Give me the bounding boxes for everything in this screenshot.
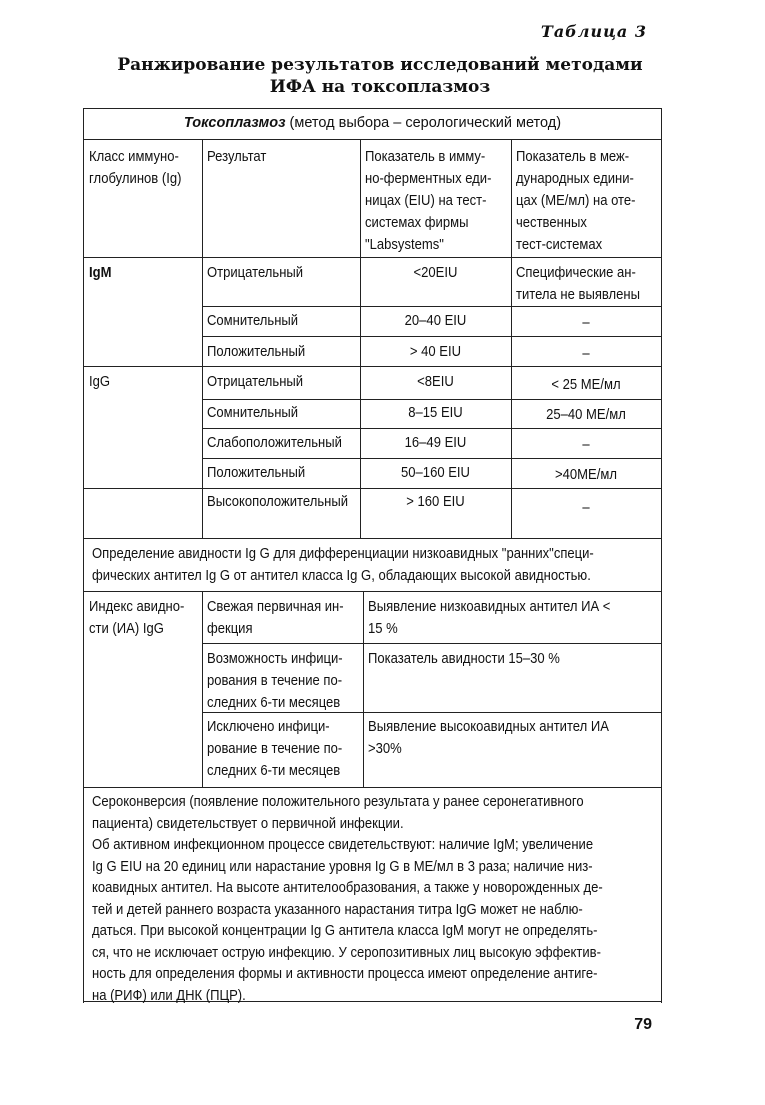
hline-igg-2 <box>202 428 661 429</box>
footer-text: Сероконверсия (появление положительного результата у ранее серонегативного пациента) свидетельствует о первичной инфекции. Об активном инфекционном процессе свидетельствуют: наличие IgM; увеличение Ig G EIU на 20 единиц или нарастание уровня Ig G в МЕ/мл в 3 раза; наличие низ- коавидных антител. На высоте антителообразования, а также у новорожденных де- тей и детей раннего возраста указанного нарастания титра IgG может не наблю- даться. При высокой концентрации Ig G антитела класса IgM могут не определять- ся, что не исключает острую инфекцию. У серопозитивных лиц высокую эффектив- ность для определения формы и активности процесса имеют определение антиге- на (РИФ) или ДНК (ПЦР). <box>92 794 603 1004</box>
hline-avidity-note <box>84 538 661 539</box>
avidity-value-3: Выявление высокоавидных антител ИА >30% <box>368 719 609 757</box>
igm-eiu-2: 20–40 EIU <box>404 313 467 329</box>
igg-me-4: >40МЕ/мл <box>555 467 617 483</box>
igg-result-5: Высокоположительный <box>207 494 349 510</box>
hline-footer <box>84 787 661 788</box>
igg-result-1: Отрицательный <box>207 374 304 390</box>
vline-col3 <box>511 139 512 539</box>
igg-me-2: 25–40 МЕ/мл <box>546 407 626 423</box>
hline-igm-1 <box>202 306 661 307</box>
method-header <box>84 112 661 134</box>
igm-me-2: – <box>582 315 590 331</box>
igm-me-3: – <box>582 346 590 362</box>
page-number: 79 <box>634 1016 652 1033</box>
avidity-note: Определение авидности Ig G для дифференциации низкоавидных "ранних"специ- фических антител Ig G от антител класса Ig G, обладающих высокой авидностью. <box>92 546 594 584</box>
igm-eiu-1: <20EIU <box>413 265 458 281</box>
col-header-eiu: Показатель в имму- но-ферментных еди- ницах (EIU) на тест- системах фирмы "Labsystems" <box>365 149 492 253</box>
igg-eiu-1: <8EIU <box>417 374 454 390</box>
table-number: Таблица 3 <box>540 22 647 41</box>
igg-eiu-5: > 160 EIU <box>406 494 465 510</box>
hline-igm-2 <box>202 336 661 337</box>
vline-col2 <box>360 139 361 539</box>
col-header-class: Класс иммуно- глобулинов (Ig) <box>89 149 182 187</box>
igg-result-3: Слабоположительный <box>207 435 342 451</box>
avidity-condition-3: Исключено инфици- рование в течение по- следних 6-ти месяцев <box>207 719 343 779</box>
hline-igg-4 <box>84 488 661 489</box>
igm-result-1: Отрицательный <box>207 265 304 281</box>
col-header-me: Показатель в меж- дународных едини- цах (МЕ/мл) на оте- чественных тест-системах <box>516 149 636 253</box>
igg-eiu-3: 16–49 EIU <box>404 435 467 451</box>
hline-avidity-note-bottom <box>84 591 661 592</box>
avidity-value-1: Выявление низкоавидных антител ИА < 15 % <box>368 599 611 637</box>
avidity-index-label: Индекс авидно- сти (ИА) IgG <box>89 599 185 637</box>
igg-me-3: – <box>582 437 590 453</box>
igm-class-label: IgM <box>89 265 112 281</box>
hline-igg-3 <box>202 458 661 459</box>
igm-result-3: Положительный <box>207 344 306 360</box>
col-header-result: Результат <box>207 149 267 165</box>
hline-method <box>84 139 661 140</box>
igg-eiu-2: 8–15 EIU <box>408 405 463 421</box>
igg-class-label: IgG <box>89 374 111 390</box>
avidity-value-2: Показатель авидности 15–30 % <box>368 651 560 667</box>
method-title-rest: (метод выбора – серологический метод) <box>285 115 562 131</box>
igm-result-2: Сомнительный <box>207 313 299 329</box>
table-title-line2: ИФА на токсоплазмоз <box>269 77 491 97</box>
hline-igg-1 <box>202 399 661 400</box>
vline-avidity-col1 <box>202 591 203 787</box>
avidity-condition-1: Свежая первичная ин- фекция <box>207 599 344 637</box>
vline-col1 <box>202 139 203 539</box>
igg-me-1: < 25 МЕ/мл <box>551 377 621 393</box>
table-border-top <box>84 108 661 109</box>
igg-eiu-4: 50–160 EIU <box>401 465 470 481</box>
table-title-line1: Ранжирование результатов исследований методами <box>117 55 643 75</box>
hline-avidity-1 <box>202 643 661 644</box>
hline-igg-start <box>84 366 661 367</box>
igm-me-1: Специфические ан- титела не выявлены <box>516 265 640 303</box>
hline-header <box>84 257 661 258</box>
igm-eiu-3: > 40 EIU <box>409 344 462 360</box>
igg-result-4: Положительный <box>207 465 306 481</box>
igg-result-2: Сомнительный <box>207 405 299 421</box>
igg-me-5: – <box>582 500 590 516</box>
avidity-condition-2: Возможность инфици- рования в течение по- следних 6-ти месяцев <box>207 651 343 711</box>
method-title-bold: Токсоплазмоз <box>183 115 286 131</box>
